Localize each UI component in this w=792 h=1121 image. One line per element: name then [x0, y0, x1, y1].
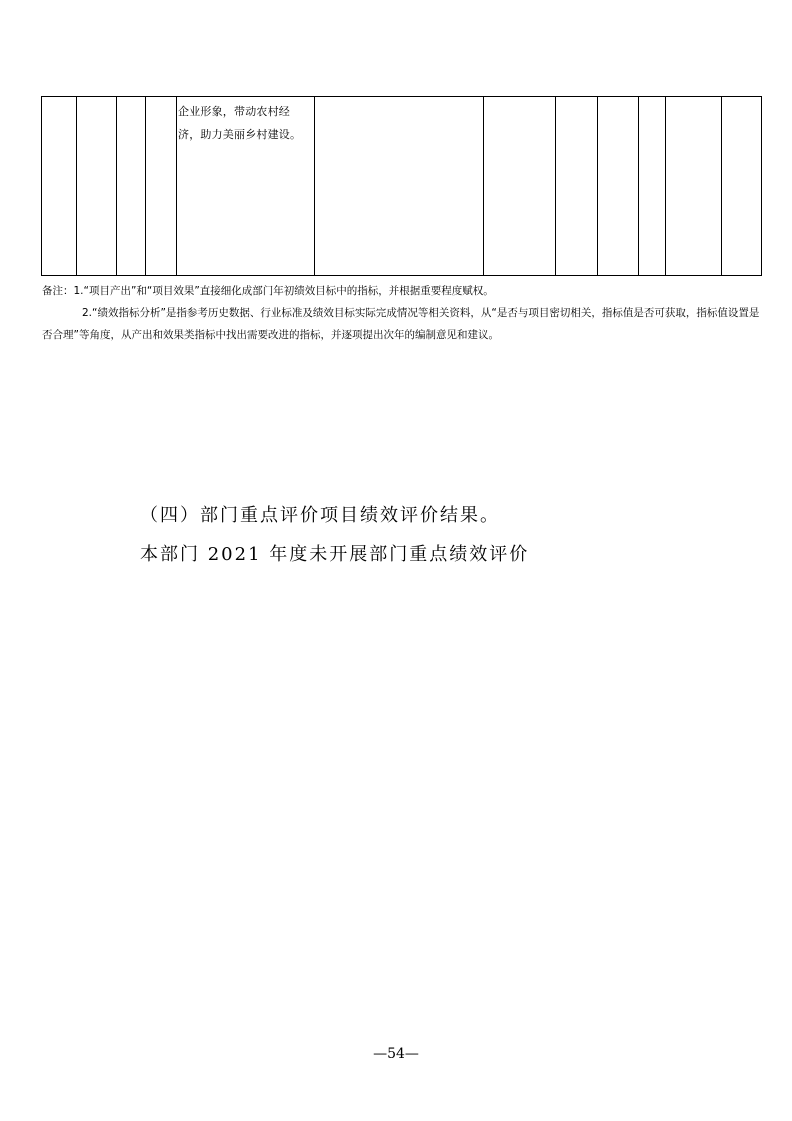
table-column-border [314, 96, 315, 276]
table-column-border [638, 96, 639, 276]
table-column-border [41, 96, 42, 276]
table-column-border [665, 96, 666, 276]
table-column-border [721, 96, 722, 276]
table-column-border [76, 96, 77, 276]
section-heading: （四）部门重点评价项目绩效评价结果。 [140, 505, 500, 526]
table-bottom-border [41, 275, 762, 276]
table-notes [42, 280, 764, 346]
section-body-text: 本部门 2021 年度未开展部门重点绩效评价 [140, 544, 530, 565]
note-line-1: 备注：1.“项目产出”和“项目效果”直接细化成部门年初绩效目标中的指标，并根据重要程度赋权。 [42, 285, 494, 297]
table-cell-text [178, 100, 314, 146]
cell-text-line: 企业形象，带动农村经 [178, 105, 290, 118]
table-fragment [41, 96, 762, 276]
table-column-border [483, 96, 484, 276]
table-column-border [176, 96, 177, 276]
cell-text-line: 济，助力美丽乡村建设。 [178, 128, 302, 141]
page-number: —54— [373, 1046, 419, 1062]
note-line-2: 2.“绩效指标分析”是指参考历史数据、行业标准及绩效目标实际完成情况等相关资料，从“是否与项目密切相关，指标值是否可获取，指标值设置是否合理”等角度，从产出和效果类指标中找出需要改进的指标，并逐项提出次年的编制意见和建议。 [42, 307, 760, 341]
table-column-border [116, 96, 117, 276]
table-column-border [597, 96, 598, 276]
table-top-border [41, 96, 762, 97]
table-column-border [145, 96, 146, 276]
table-column-border [761, 96, 762, 276]
table-column-border [555, 96, 556, 276]
